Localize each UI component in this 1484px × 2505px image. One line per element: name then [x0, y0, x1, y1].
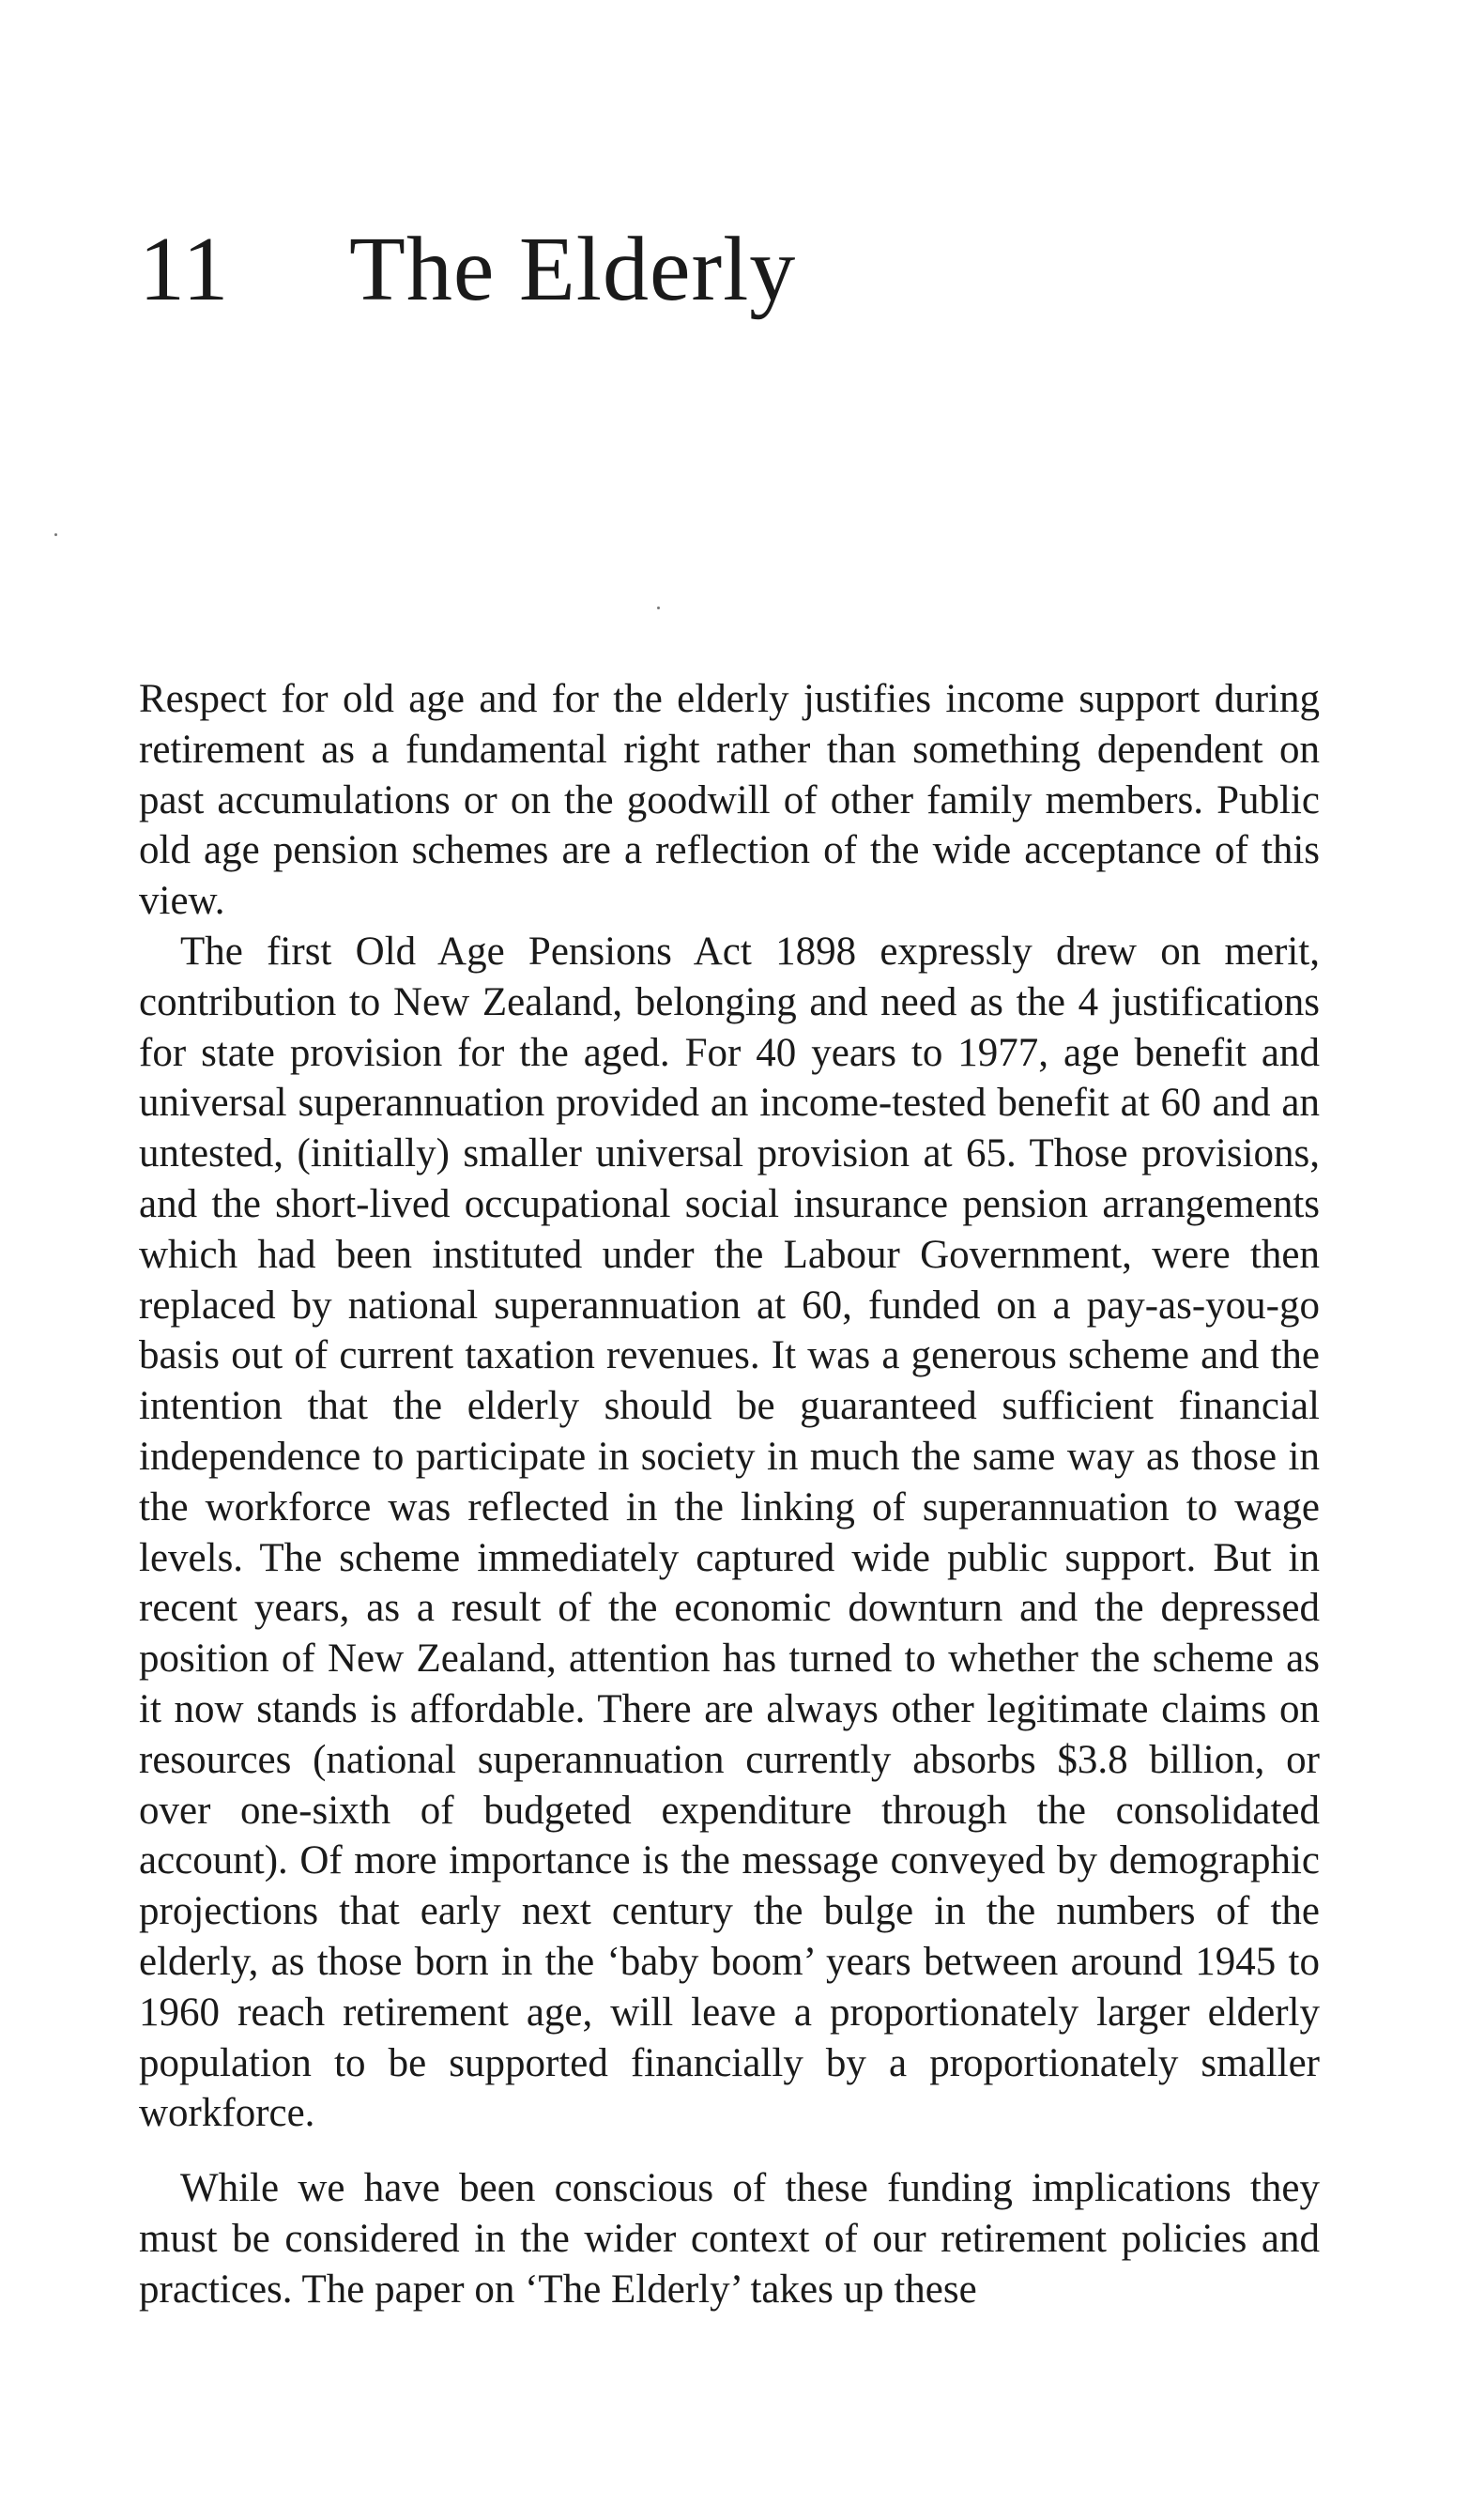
body-text: [139, 674, 1320, 2315]
chapter-heading: [139, 219, 797, 320]
paragraph-funding-implications: While we have been conscious of these funding implications they must be considered in the wider context of our retirement policies and practices. The paper on ‘The Elderly’ takes up these: [139, 2166, 1320, 2312]
paragraph-respect-for-old-age: Respect for old age and for the elderly justifies income support during retirement as a fundamental right rather than something dependent on past accumulations or on the goodwill of other family members. Public old age pension schemes are a reflection of the wide acceptance of this view.: [139, 677, 1320, 924]
scan-speck: [54, 533, 57, 536]
chapter-title: The Elderly: [349, 219, 797, 320]
paragraph-pension-history: The first Old Age Pensions Act 1898 expressly drew on merit, contribution to New Zealand, belonging and need as the 4 justifications for state provision for the aged. For 40 years to 1977, age benefit and universal superannuation provided an income-tested benefit at 60 and an untested, (initially) smaller universal provision at 65. Those provisions, and the short-lived occupational social insurance pension arrangements which had been instituted under the Labour Government, were then replaced by national superannuation at 60, funded on a pay-as-you-go basis out of current taxation revenues. It was a generous scheme and the intention that the elderly should be guaranteed sufficient financial independence to participate in society in much the same way as those in the workforce was reflected in the linking of superannuation to wage levels. The scheme immediately captured wide public support. But in recent years, as a result of the economic downturn and the depressed position of New Zealand, attention has turned to whether the scheme as it now stands is affordable. There are always other legitimate claims on resources (national superannuation currently absorbs $3.8 billion, or over one-sixth of budgeted expenditure through the consolidated account). Of more importance is the message conveyed by demographic projections that early next century the bulge in the numbers of the elderly, as those born in the ‘baby boom’ years between around 1945 to 1960 reach retirement age, will leave a proportionately larger elderly population to be supported financially by a proportionately smaller workforce.: [139, 929, 1320, 2136]
scan-speck: [657, 607, 660, 609]
chapter-number: 11: [139, 219, 230, 320]
